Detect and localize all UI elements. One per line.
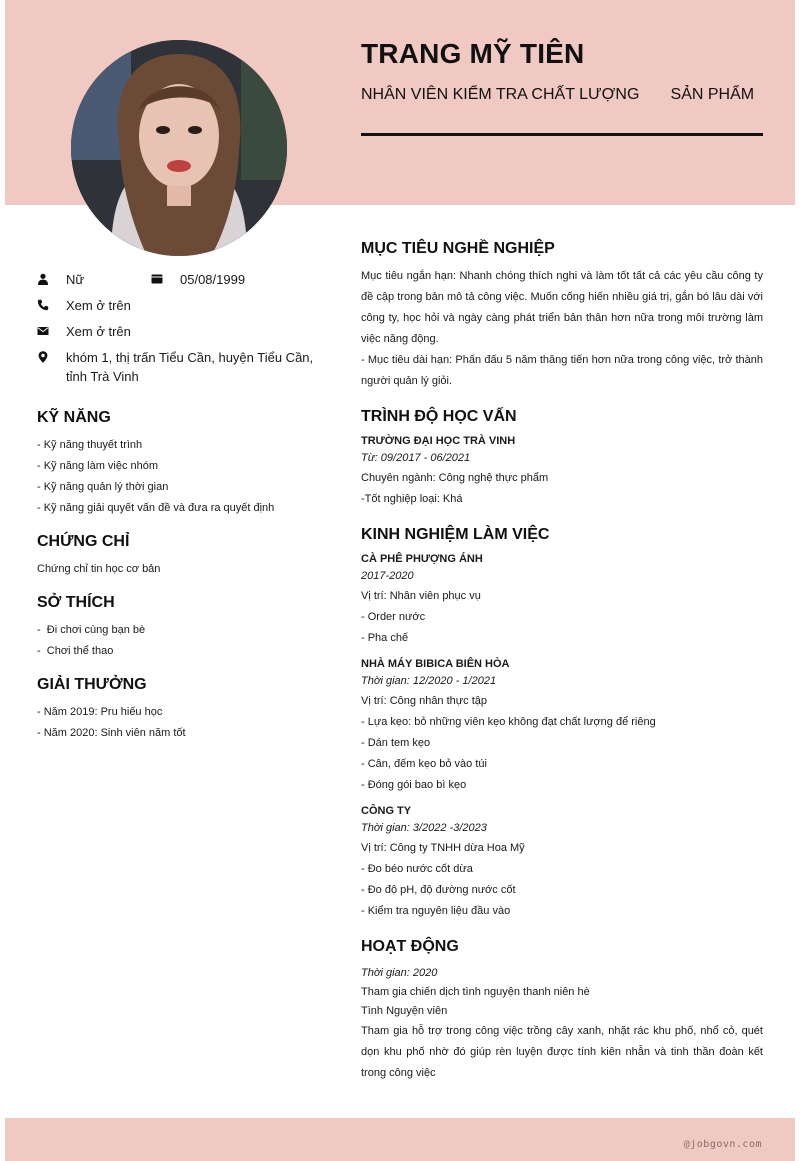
education-grade: -Tốt nghiệp loại: Khá [361,493,463,505]
email-value: Xem ở trên [66,324,131,339]
job-line: Vị trí: Công nhân thực tập [361,695,487,707]
activity-period: Thời gian: 2020 [361,967,438,979]
job-entry [361,552,763,649]
job-line: - Pha chế [361,632,409,644]
list-item: Chứng chỉ tin học cơ bản [37,563,161,575]
title-divider [361,133,763,136]
email-row [37,322,327,341]
address-line-1: khóm 1, thị trấn Tiểu Cần, huyện Tiểu Cần, [66,350,314,365]
list-item: - Đi chơi cùng bạn bè [37,624,146,636]
address-line-2: tỉnh Trà Vinh [66,369,139,384]
experience-title: KINH NGHIỆM LÀM VIỆC [361,526,550,543]
job-line: - Lựa kẹo: bỏ những viên kẹo không đạt chất lượng để riêng [361,716,656,728]
job-title: NHÂN VIÊN KIỂM TRA CHẤT LƯỢNG SẢN PHẨM [361,86,755,103]
job-period: Thời gian: 12/2020 - 1/2021 [361,675,497,687]
phone-icon [37,299,49,311]
company-name: NHÀ MÁY BIBICA BIÊN HÒA [361,658,510,670]
watermark: @jobgovn.com [683,1139,762,1150]
objective-title: MỤC TIÊU NGHỀ NGHIỆP [361,240,555,257]
envelope-icon [37,325,49,337]
awards-title: GIẢI THƯỞNG [37,676,147,693]
job-entry [361,804,763,922]
address-value [66,348,313,386]
activities-title: HOẠT ĐỘNG [361,938,459,955]
list-item: - Kỹ năng thuyết trình [37,439,143,451]
left-column [37,270,327,744]
job-period: 2017-2020 [361,570,414,582]
list-item: - Chơi thể thao [37,645,114,657]
gender-value: Nữ [66,272,85,287]
activity-line: Tình Nguyện viên [361,1005,448,1017]
job-line: Vị trí: Công ty TNHH dừa Hoa Mỹ [361,842,525,854]
job-line: - Đo béo nước cốt dừa [361,863,473,875]
gender-birthday-row [37,270,327,289]
right-column [361,240,763,1084]
address-row [37,348,327,386]
objective-long-term: - Mục tiêu dài hạn: Phấn đấu 5 năm thăng tiến hơn nữa trong công việc, trở thành người quản lý giỏi. [361,354,763,387]
company-name: CÔNG TY [361,805,412,817]
education-period: Từ: 09/2017 - 06/2021 [361,452,471,464]
job-line: - Cân, đếm kẹo bỏ vào túi [361,758,487,770]
company-name: CÀ PHÊ PHƯỢNG ÁNH [361,553,483,565]
list-item: - Kỹ năng quản lý thời gian [37,481,169,493]
activity-description: Tham gia hỗ trợ trong công việc trồng cây xanh, nhặt rác khu phố, nhổ cỏ, quét dọn khu phố nhờ đó giúp rèn luyện được tính kiên nhẫn và tinh thần đoàn kết trong công việc [361,1025,763,1079]
objective-short-term: Mục tiêu ngắn hạn: Nhanh chóng thích nghi và làm tốt tất cả các yêu cầu công ty đề cập trong bản mô tả công việc. Muốn cống hiến nhiều giá trị, gắn bó lâu dài với công ty, học hỏi và ngày càng phát triển bản thân hơn nữa trong môi trường làm việc năng động. [361,270,763,345]
list-item: - Năm 2020: Sinh viên năm tốt [37,727,186,739]
job-line: Vị trí: Nhân viên phục vụ [361,590,481,602]
hobbies-title: SỞ THÍCH [37,594,115,611]
list-item: - Kỹ năng giải quyết vấn đề và đưa ra quyết định [37,502,275,514]
calendar-icon [151,273,163,285]
location-pin-icon [37,351,49,363]
job-line: - Dán tem kẹo [361,737,431,749]
skills-title: KỸ NĂNG [37,409,111,426]
activity-line: Tham gia chiến dịch tình nguyện thanh niên hè [361,986,590,998]
list-item: - Năm 2019: Pru hiếu học [37,706,163,718]
person-icon [37,273,49,285]
certificates-title: CHỨNG CHỈ [37,533,130,550]
phone-row [37,296,327,315]
job-entry [361,657,763,796]
list-item: - Kỹ năng làm việc nhóm [37,460,159,472]
footer-band [5,1118,795,1161]
job-line: - Order nước [361,611,426,623]
education-title: TRÌNH ĐỘ HỌC VẤN [361,408,517,425]
phone-value: Xem ở trên [66,298,131,313]
education-major: Chuyên ngành: Công nghệ thực phẩm [361,472,549,484]
profile-photo [71,40,287,256]
job-line: - Đo độ pH, độ đường nước cốt [361,884,516,896]
school-name: TRƯỜNG ĐẠI HỌC TRÀ VINH [361,435,516,447]
job-line: - Đóng gói bao bì kẹo [361,779,467,791]
birthday-value: 05/08/1999 [180,272,246,287]
job-period: Thời gian: 3/2022 -3/2023 [361,822,487,834]
job-line: - Kiểm tra nguyên liệu đầu vào [361,905,511,917]
skills-list [37,435,327,519]
candidate-name: TRANG MỸ TIÊN [361,38,585,69]
